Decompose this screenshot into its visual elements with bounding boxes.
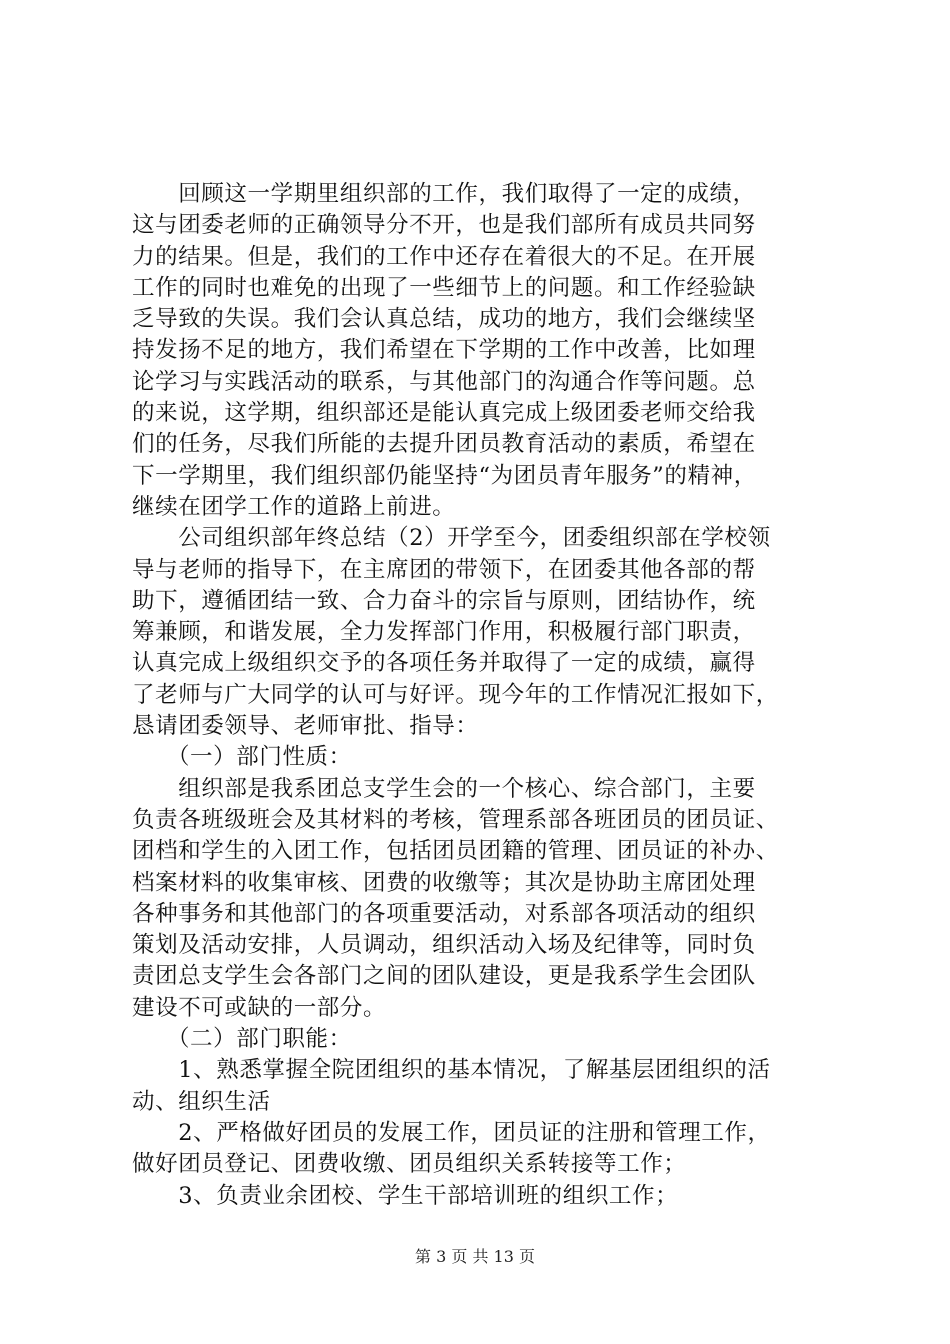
- text-line: （一）部门性质：: [132, 744, 352, 771]
- text-line: 回顾这一学期里组织部的工作，我们取得了一定的成绩，: [132, 181, 756, 207]
- text-line: 团档和学生的入团工作，包括团员团籍的管理、团员证的补办、: [132, 838, 779, 865]
- text-line: 论学习与实践活动的联系，与其他部门的沟通合作等问题。总: [132, 368, 756, 395]
- text-line: 责团总支学生会各部门之间的团队建设，更是我系学生会团队: [132, 963, 756, 990]
- text-line: 了老师与广大同学的认可与好评。现今年的工作情况汇报如下，: [132, 681, 779, 708]
- text-line: 公司组织部年终总结（2）开学至今，团委组织部在学校领: [132, 525, 771, 552]
- text-line: 做好团员登记、团费收缴、团员组织关系转接等工作；: [132, 1151, 687, 1178]
- text-line: 持发扬不足的地方，我们希望在下学期的工作中改善，比如理: [132, 337, 756, 364]
- text-line: 动、组织生活: [132, 1088, 271, 1115]
- text-line: （二）部门职能：: [132, 1026, 352, 1053]
- text-line: 的来说，这学期，组织部还是能认真完成上级团委老师交给我: [132, 400, 756, 427]
- page-footer: 第 3 页 共 13 页: [415, 1247, 535, 1266]
- text-line: 筹兼顾，和谐发展，全力发挥部门作用，积极履行部门职责，: [132, 619, 756, 646]
- text-line: 策划及活动安排，人员调动，组织活动入场及纪律等，同时负: [132, 932, 756, 959]
- text-line: 负责各班级班会及其材料的考核，管理系部各班团员的团员证、: [132, 806, 779, 833]
- text-line: 助下，遵循团结一致、合力奋斗的宗旨与原则，团结协作，统: [132, 587, 756, 614]
- text-line: 各种事务和其他部门的各项重要活动，对系部各项活动的组织: [132, 900, 756, 927]
- text-line: 认真完成上级组织交予的各项任务并取得了一定的成绩，赢得: [132, 650, 756, 677]
- text-line: 力的结果。但是，我们的工作中还存在着很大的不足。在开展: [132, 243, 756, 270]
- text-line: 工作的同时也难免的出现了一些细节上的问题。和工作经验缺: [132, 274, 756, 301]
- text-line: 2、严格做好团员的发展工作，团员证的注册和管理工作，: [132, 1119, 771, 1146]
- text-line: 档案材料的收集审核、团费的收缴等；其次是协助主席团处理: [132, 869, 756, 896]
- text-line: 恳请团委领导、老师审批、指导：: [132, 713, 479, 740]
- text-line: 1、熟悉掌握全院团组织的基本情况，了解基层团组织的活: [132, 1057, 771, 1084]
- text-line: 组织部是我系团总支学生会的一个核心、综合部门，主要: [132, 775, 756, 802]
- text-line: 导与老师的指导下，在主席团的带领下，在团委其他各部的帮: [132, 556, 756, 583]
- text-line: 乏导致的失误。我们会认真总结，成功的地方，我们会继续坚: [132, 306, 756, 333]
- text-line: 们的任务，尽我们所能的去提升团员教育活动的素质，希望在: [132, 431, 756, 458]
- text-line: 3、负责业余团校、学生干部培训班的组织工作；: [132, 1182, 679, 1209]
- text-line: 下一学期里，我们组织部仍能坚持“为团员青年服务”的精神，: [132, 462, 757, 489]
- text-line: 继续在团学工作的道路上前进。: [132, 493, 456, 520]
- text-line: 这与团委老师的正确领导分不开，也是我们部所有成员共同努: [132, 212, 756, 239]
- document-body: [132, 179, 852, 1212]
- text-line: 建设不可或缺的一部分。: [132, 994, 387, 1021]
